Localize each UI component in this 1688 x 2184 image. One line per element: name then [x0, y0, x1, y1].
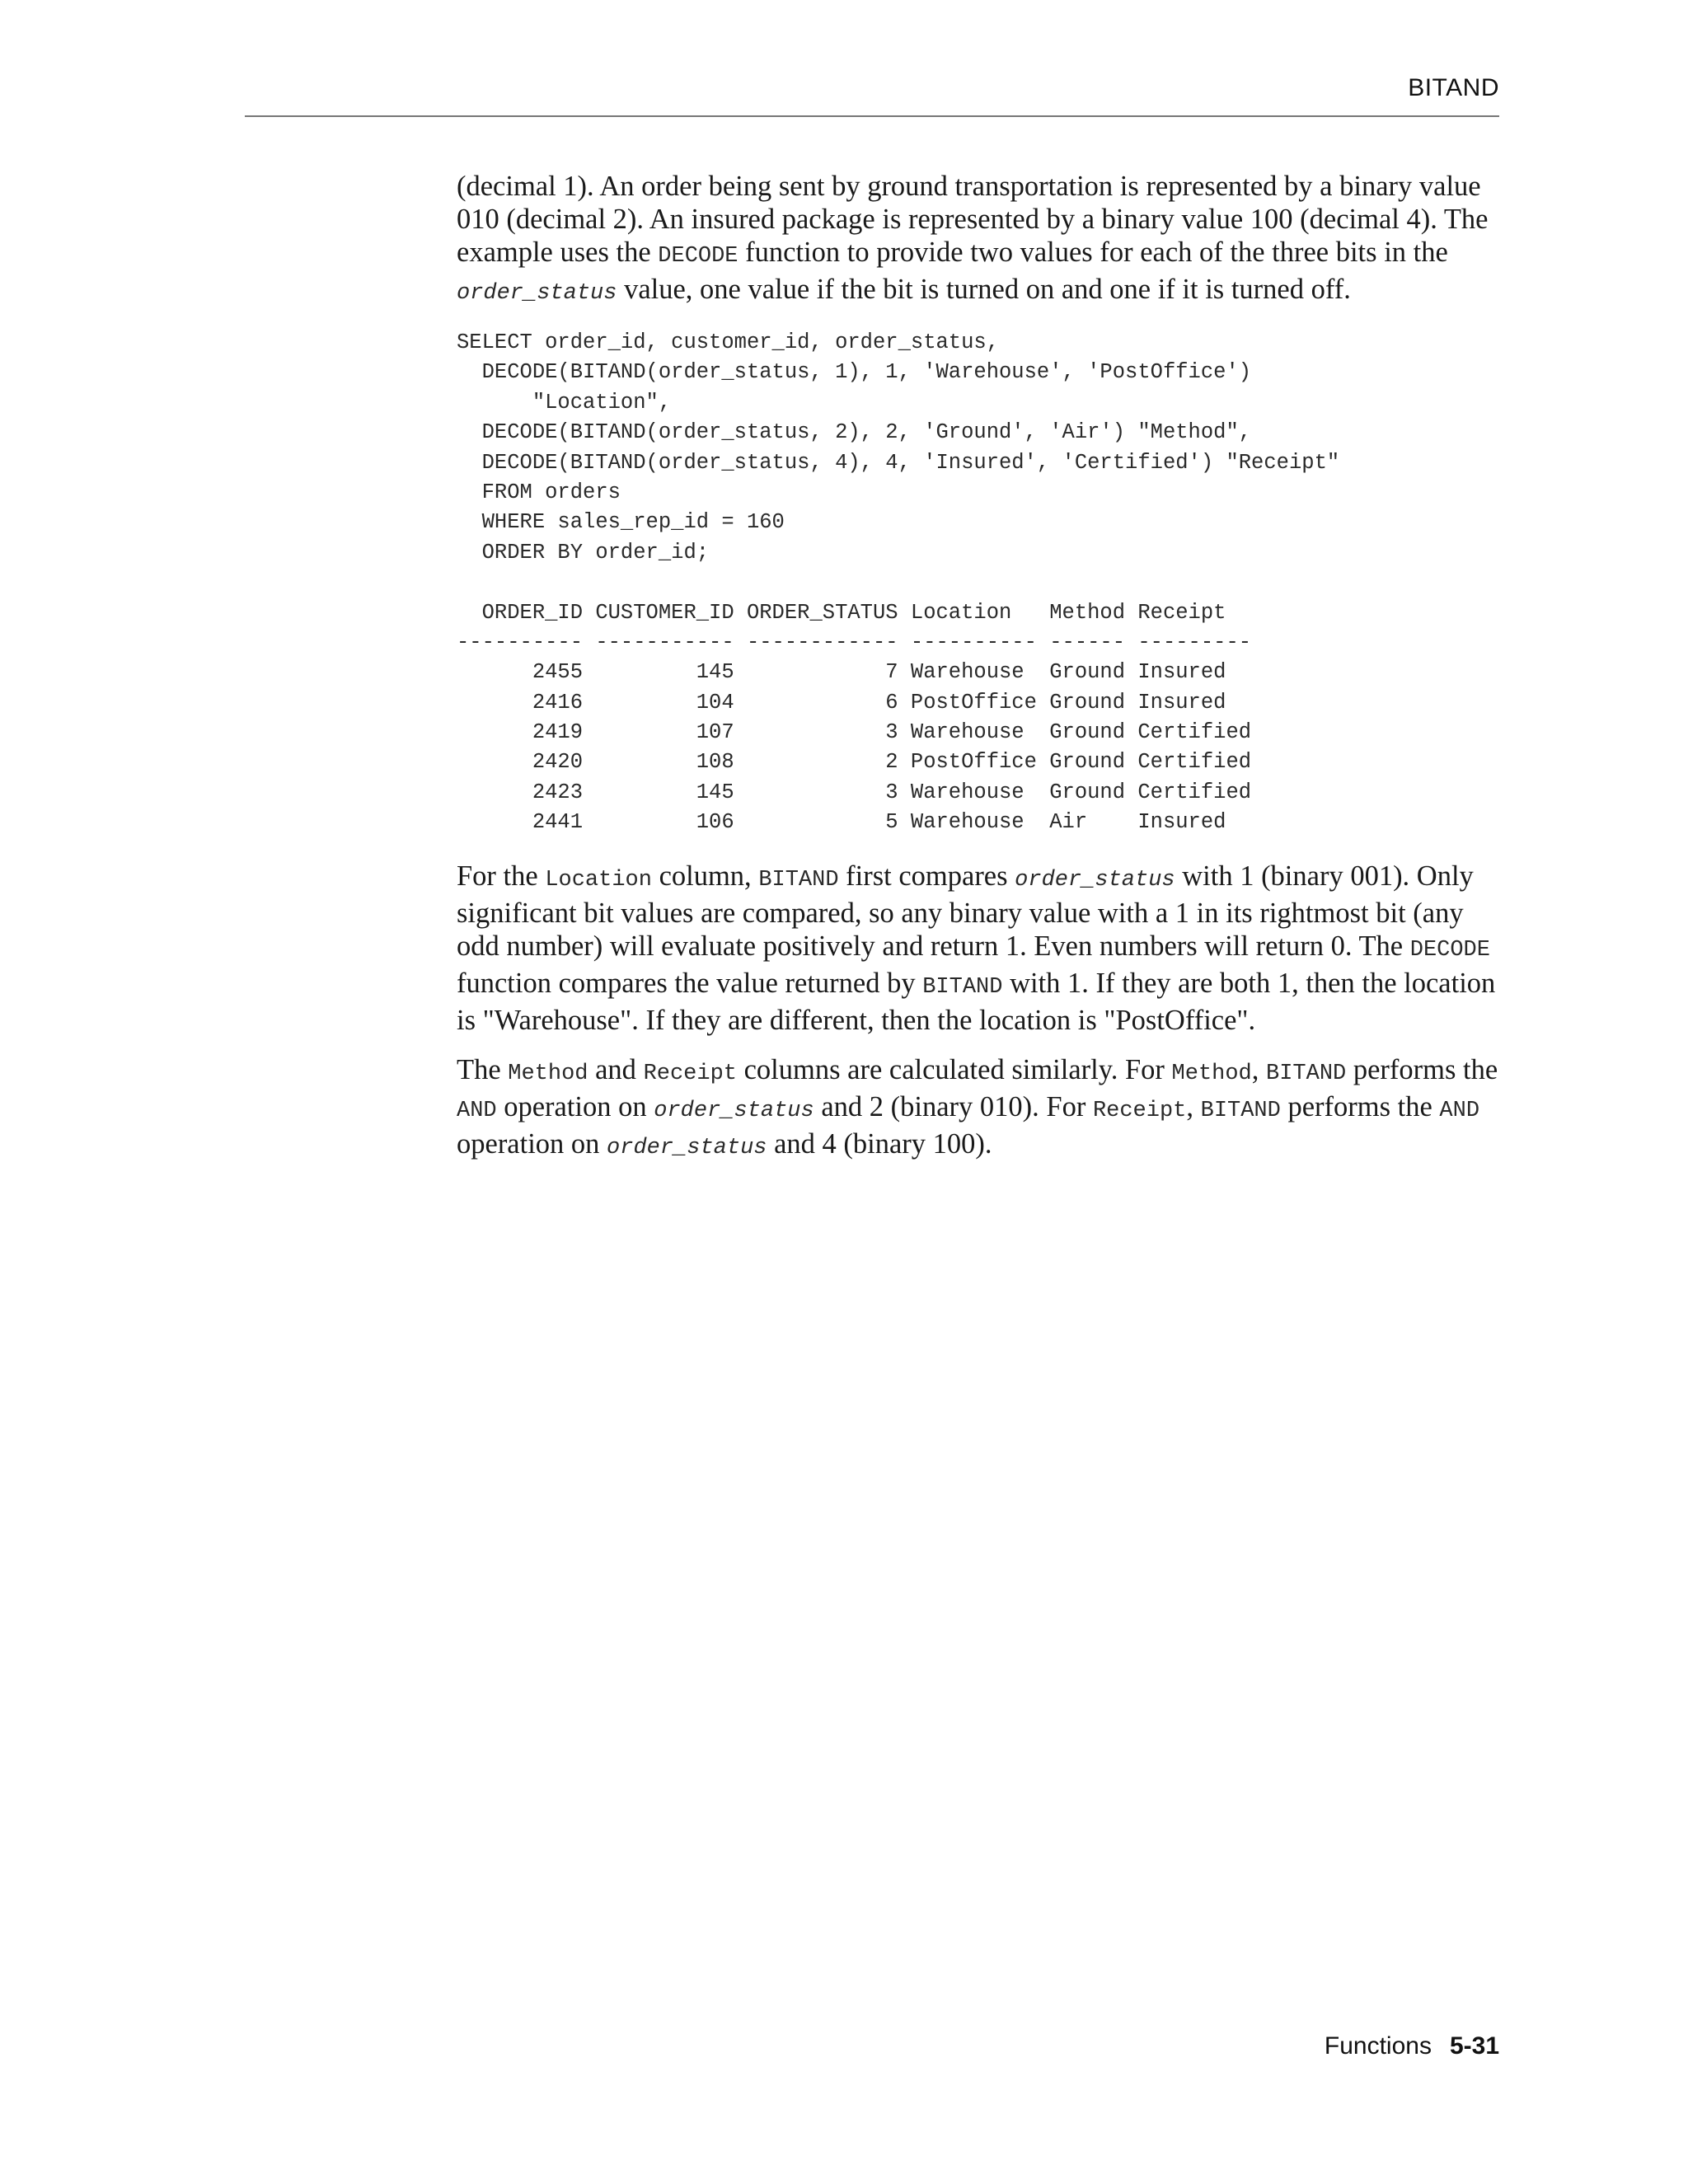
code-line: WHERE sales_rep_id = 160 — [457, 510, 785, 535]
result-row: 2441 106 5 Warehouse Air Insured — [457, 810, 1226, 835]
text-run: with 1 (binary 001). Only significant bit values are compared, so any binary value with a 1 in its rightmost bit (any odd number) will evaluate positively and return 1. Even numbers will return 0. The — [457, 860, 1474, 962]
text-run: first compares — [838, 860, 1015, 892]
result-header-row: ORDER_ID CUSTOMER_ID ORDER_STATUS Location Method Receipt — [457, 600, 1226, 625]
result-row: 2423 145 3 Warehouse Ground Certified — [457, 780, 1252, 804]
text-run: and — [588, 1053, 644, 1085]
code-line: DECODE(BITAND(order_status, 2), 2, 'Ground', 'Air') "Method", — [457, 420, 1252, 445]
page-content — [457, 170, 1503, 1181]
text-run: , — [1186, 1090, 1201, 1122]
code-line: SELECT order_id, customer_id, order_status, — [457, 330, 1000, 354]
code-line-blank — [457, 568, 1503, 598]
code-term-italic: order_status — [654, 1098, 814, 1123]
code-term: Receipt — [1092, 1098, 1187, 1123]
location-paragraph — [457, 860, 1503, 1037]
code-term: AND — [457, 1098, 497, 1123]
code-term: BITAND — [922, 974, 1003, 1000]
text-run: columns are calculated similarly. For — [736, 1053, 1172, 1085]
running-header — [245, 73, 1499, 117]
text-run: The — [457, 1053, 509, 1085]
code-term: BITAND — [1266, 1061, 1347, 1086]
intro-paragraph — [457, 170, 1503, 310]
code-term: Location — [545, 867, 652, 893]
code-term-italic: order_status — [607, 1135, 767, 1160]
code-line: DECODE(BITAND(order_status, 4), 4, 'Insured', 'Certified') "Receipt" — [457, 450, 1340, 475]
code-term: BITAND — [758, 867, 839, 893]
result-separator-row: ---------- ----------- ------------ ---------- ------ --------- — [457, 630, 1252, 654]
text-run: operation on — [496, 1090, 654, 1122]
code-term: AND — [1439, 1098, 1480, 1123]
footer-section: Functions — [1324, 2032, 1432, 2060]
text-run: (decimal 1). An order being sent by ground transportation is represented by a binary value 010 (decimal 2). An insured package is represented by a binary value 100 (decimal 4). The example uses the — [457, 171, 1489, 268]
method-paragraph — [457, 1053, 1503, 1165]
text-run: , — [1251, 1053, 1267, 1085]
code-line: DECODE(BITAND(order_status, 1), 1, 'Warehouse', 'PostOffice') — [457, 360, 1252, 385]
running-footer — [1325, 2032, 1499, 2060]
code-term: DECODE — [1409, 937, 1490, 963]
code-line: "Location", — [457, 390, 672, 415]
text-run: and 4 (binary 100). — [767, 1127, 992, 1160]
text-run: value, one value if the bit is turned on and one if it is turned off. — [617, 274, 1351, 305]
result-row: 2416 104 6 PostOffice Ground Insured — [457, 690, 1226, 715]
text-run: column, — [651, 860, 759, 892]
code-term: Method — [508, 1061, 588, 1086]
text-run: For the — [457, 860, 546, 892]
result-row: 2455 145 7 Warehouse Ground Insured — [457, 660, 1226, 685]
code-term: DECODE — [658, 244, 738, 269]
text-run: function to provide two values for each of the three bits in the — [738, 237, 1448, 268]
result-row: 2420 108 2 PostOffice Ground Certified — [457, 750, 1252, 775]
code-term-italic: order_status — [457, 281, 617, 306]
text-run: operation on — [457, 1127, 607, 1160]
result-row: 2419 107 3 Warehouse Ground Certified — [457, 720, 1252, 745]
page-number: 5-31 — [1449, 2032, 1499, 2060]
text-run: and 2 (binary 010). For — [814, 1090, 1093, 1122]
code-line: ORDER BY order_id; — [457, 540, 710, 565]
code-term: Receipt — [643, 1061, 737, 1086]
text-run: performs the — [1280, 1090, 1440, 1122]
code-line: FROM orders — [457, 480, 621, 504]
header-title: BITAND — [1408, 74, 1499, 101]
text-run: function compares the value returned by — [457, 967, 923, 999]
sql-code-block — [457, 328, 1503, 838]
code-term: Method — [1171, 1061, 1252, 1086]
code-term: BITAND — [1200, 1098, 1281, 1123]
text-run: with 1. If they are both 1, then the location is "Warehouse". If they are different, then the location is "PostOffice". — [457, 967, 1496, 1036]
text-run: performs the — [1346, 1053, 1498, 1085]
code-term-italic: order_status — [1015, 867, 1175, 893]
